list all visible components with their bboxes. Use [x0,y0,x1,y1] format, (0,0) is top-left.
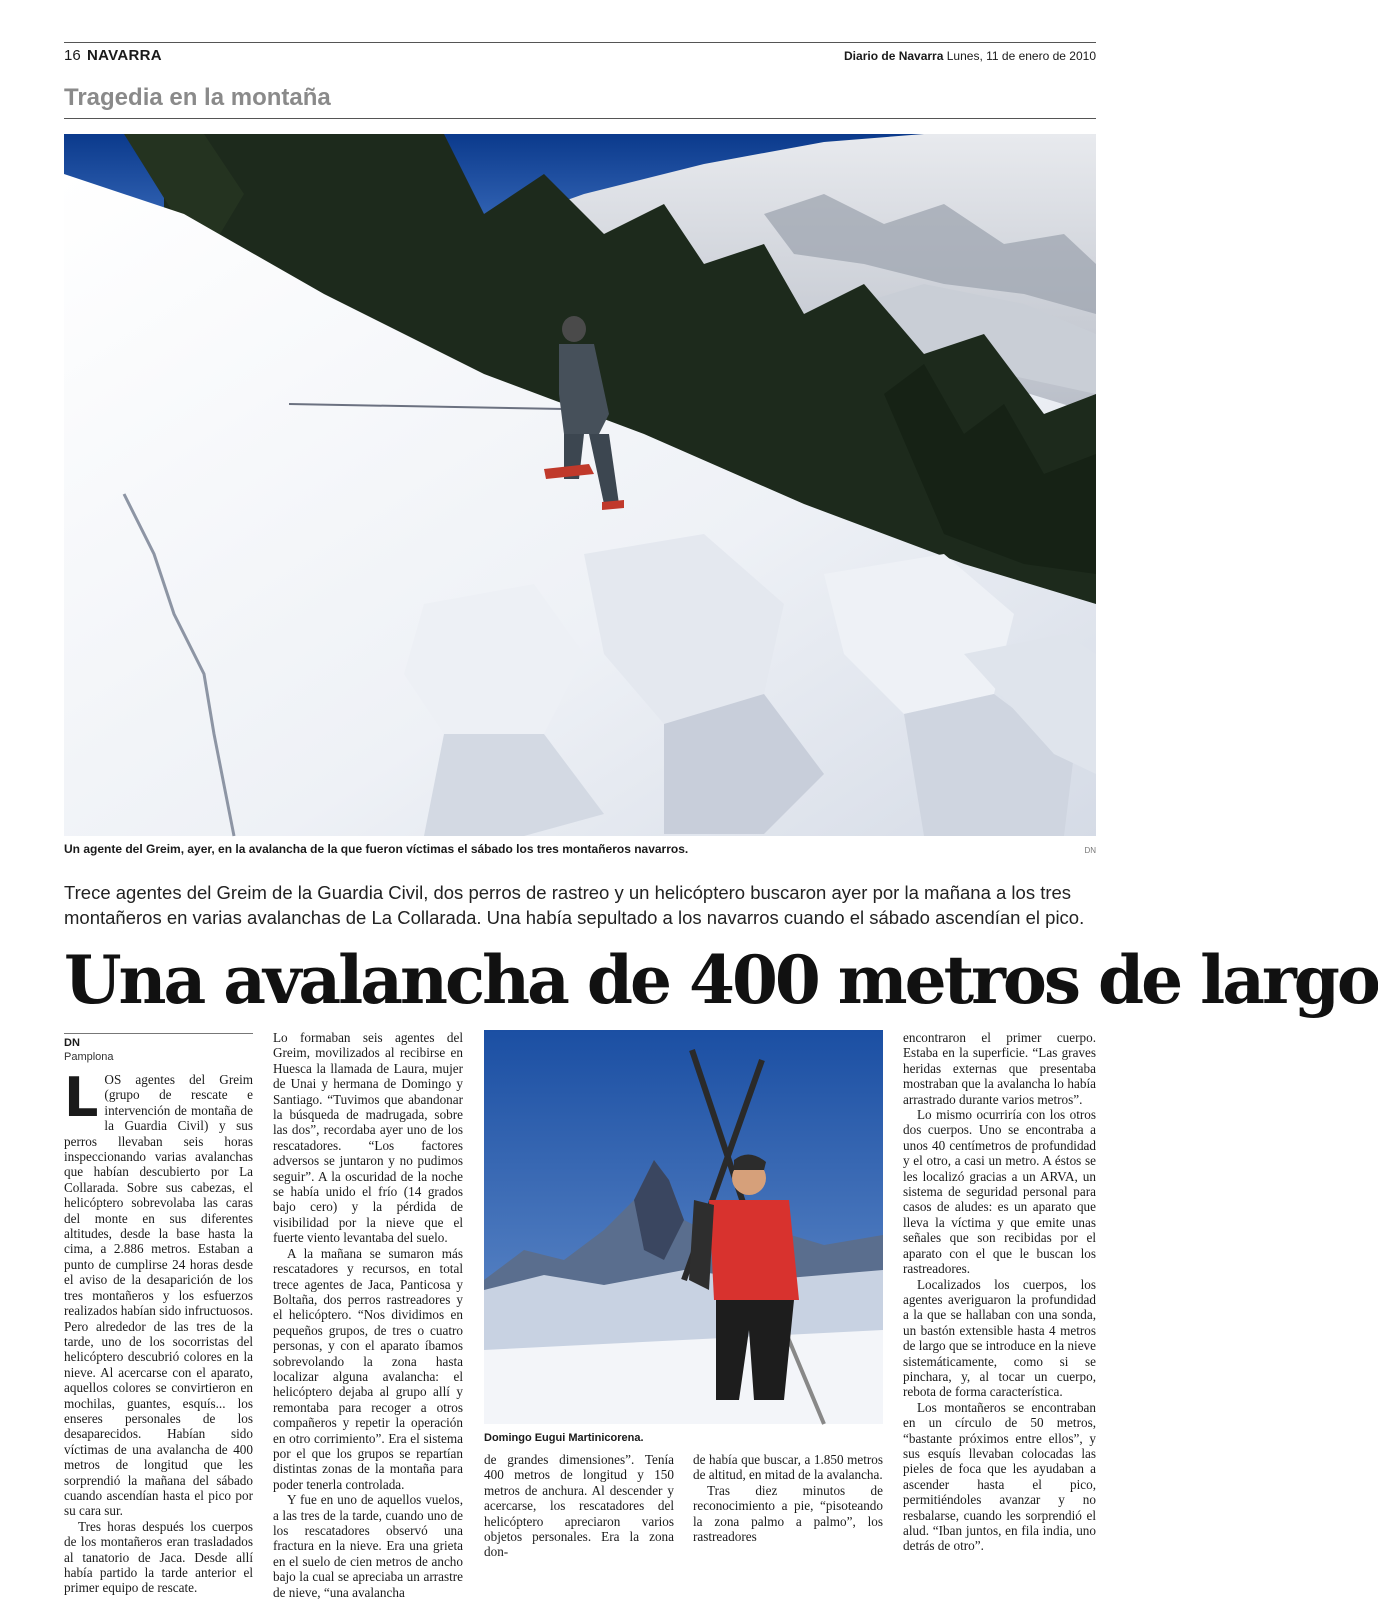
issue-date: Lunes, 11 de enero de 2010 [946,49,1096,63]
paragraph: Lo mismo ocurriría con los otros dos cuerpos. Uno se encontraba a unos 40 centímetros de profundidad y el otro, a casi un metro. A éstos se les localizó gracias a un ARVA, un sistema de seguridad personal para casos de aludes: es un aparato que lleva la víctima y que emite unas señales que son recibidas por el aparato con el que le buscan los rastreadores. [903,1107,1096,1277]
article-column-1 [64,1066,253,1596]
drop-cap: L [64,1066,99,1129]
paragraph [64,1066,253,1519]
headline: Una avalancha de 400 metros de largo [64,941,1378,1019]
paragraph: A la mañana se sumaron más rescatadores y recursos, en total trece agentes de Jaca, Panticosa y Boltaña, dos perros rastreadores y el helicóptero. “Nos dividimos en pequeños grupos, de tres o cuatro personas, y con el aparato íbamos sobrevolando la zona hasta localizar alguna avalancha: el helicóptero dejaba al grupo allí y remontaba para recoger a otros compañeros y repetir la operación en otro corrimiento”. Era el sistema por el que los grupos se repartían distintas zonas de la montaña para poder tenerla controlada. [273,1245,463,1492]
paragraph: Tras diez minutos de reconocimiento a pie, “pisoteando la zona palmo a palmo”, los rastreadores [693,1482,883,1545]
article-column-4 [693,1452,883,1544]
byline: DN [64,1037,80,1049]
article-column-2 [273,1030,463,1600]
section-name: NAVARRA [87,47,162,64]
paragraph-text: OS agentes del Greim (grupo de rescate e intervención de montaña de la Guardia Civil) y sus perros llevaban seis horas inspeccionando varias avalanchas que habían descubierto por La Collarada. Sobre sus cabezas, el helicóptero sobrevolaba las caras del monte en sus diferentes altitudes, desde la base hasta la cima, a 2.886 metros. Estaban a punto de cumplirse 24 horas desde el aviso de la desaparición de los tres montañeros y los esfuerzos realizados habían sido infructuosos. Pero alrededor de las tres de la tarde, uno de los socorristas del helicóptero descubrió colores en la nieve. Al acercarse con el aparato, aquellos colores se convirtieron en mochilas, guantes, esquís... los enseres personales de los desaparecidos. Habían sido víctimas de una avalancha de 400 metros de longitud que les sorprendió la mañana del sábado cuando ascendían hasta el pico por su cara sur. [64,1072,253,1519]
article-column-5 [903,1030,1096,1554]
article-lead-line: montañeros en varias avalanchas de La Collarada. Una había sepultado a los navarros cuando el sábado ascendían el pico. [64,907,1085,928]
main-photo [64,134,1096,836]
article-lead [64,880,1104,930]
header-bottom-rule [64,118,1096,119]
main-photo-caption: Un agente del Greim, ayer, en la avalancha de la que fueron víctimas el sábado los tres montañeros navarros. [64,842,689,856]
skier-photo-caption: Domingo Eugui Martinicorena. [484,1432,644,1444]
paragraph: de grandes dimensiones”. Tenía 400 metros de longitud y 150 metros de anchura. Al descender y acercarse, los rescatadores del helicóptero apreciaron varios objetos personales. Era la zona don- [484,1452,674,1560]
paragraph: Localizados los cuerpos, los agentes averiguaron la profundidad a la que se hallaban con una sonda, un bastón extensible hasta 4 metros de largo que se introduce en la nieve sistemáticamente, como si se pinchara, y, al tocar un cuerpo, rebota de forma característica. [903,1276,1096,1400]
publication-name: Diario de Navarra [844,49,944,63]
page-number: 16 [64,47,81,64]
paragraph: de había que buscar, a 1.850 metros de altitud, en mitad de la avalancha. [693,1452,883,1483]
paragraph: Los montañeros se encontraban en un círculo de 50 metros, “bastante próximos entre ellos”, y sus esquís llevaban colocadas las pieles de foca que les ayudaban a ascender hasta el pico, permitiéndoles avanzar y no resbalarse, cuando les sorprendió el alud. “Iban juntos, en fila india, uno detrás de otro”. [903,1399,1096,1554]
header-top-rule [64,42,1096,43]
skier-photo [484,1030,883,1424]
paragraph: Y fue en uno de aquellos vuelos, a las tres de la tarde, cuando uno de los rescatadores observó una fractura en la nieve. Era una grieta en el suelo de cien metros de ancho bajo la cual se apreciaba un arrastre de nieve, “una avalancha [273,1492,463,1600]
dateline-place: Pamplona [64,1051,114,1063]
paragraph: Tres horas después los cuerpos de los montañeros eran trasladados al tanatorio de Jaca. Desde allí había partido la tarde anterior el primer equipo de rescate. [64,1518,253,1596]
byline-rule [64,1033,253,1034]
paragraph: encontraron el primer cuerpo. Estaba en la superficie. “Las graves heridas externas que presentaba mostraban que la avalancha lo había arrastrado durante varios metros”. [903,1030,1096,1107]
article-column-3 [484,1452,674,1560]
dateline [844,49,1096,63]
paragraph: Lo formaban seis agentes del Greim, movilizados al recibirse en Huesca la llamada de Laura, mujer de Unai y hermana de Domingo y Santiago. “Tuvimos que abandonar la búsqueda de madrugada, sobre las dos”, recordaba ayer uno de los rescatadores. “Los factores adversos se juntaron y no pudimos seguir”. A la oscuridad de la noche se había unido el frío (14 grados bajo cero) y la pérdida de visibilidad por la nieve que el fuerte viento levantaba del suelo. [273,1030,463,1246]
article-lead-line: Trece agentes del Greim de la Guardia Civil, dos perros de rastreo y un helicóptero buscaron ayer por la mañana a los tres [64,882,1072,903]
photo-credit: DN [1084,846,1096,855]
section-title: Tragedia en la montaña [64,84,331,111]
